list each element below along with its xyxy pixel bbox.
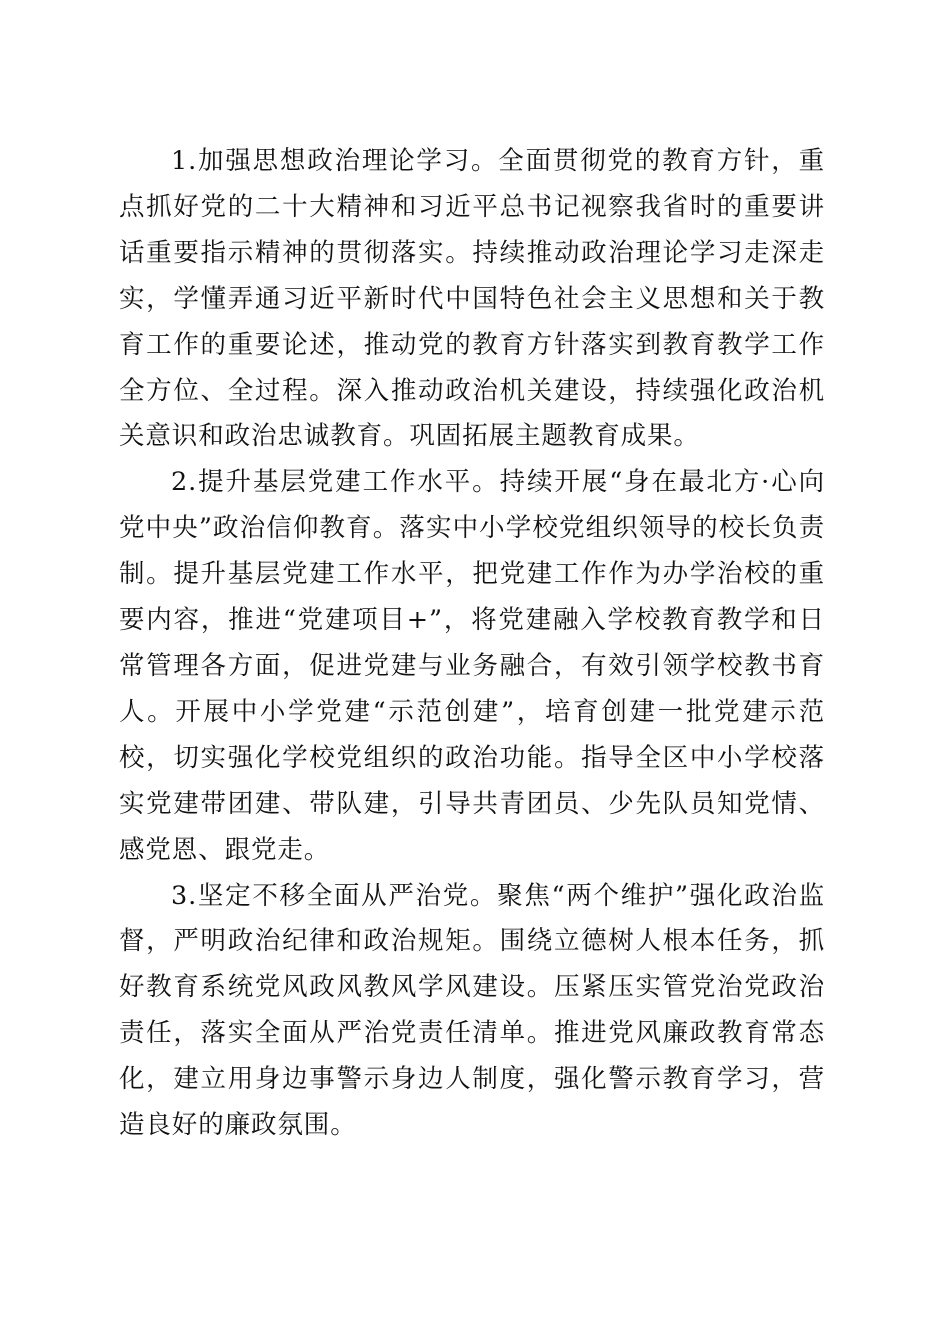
- paragraph-2: 2.提升基层党建工作水平。持续开展“身在最北方·心向党中央”政治信仰教育。落实中小学校党组织领导的校长负责制。提升基层党建工作水平，把党建工作作为办学治校的重要内容，推进“党建项目+”，将党建融入学校教育教学和日常管理各方面，促进党建与业务融合，有效引领学校教书育人。开展中小学党建“示范创建”，培育创建一批党建示范校，切实强化学校党组织的政治功能。指导全区中小学校落实党建带团建、带队建，引导共青团员、少先队员知党情、感党恩、跟党走。: [119, 467, 825, 865]
- paragraph-3: 3.坚定不移全面从严治党。聚焦“两个维护”强化政治监督，严明政治纪律和政治规矩。围绕立德树人根本任务，抓好教育系统党风政风教风学风建设。压紧压实管党治党政治责任，落实全面从严治党责任清单。推进党风廉政教育常态化，建立用身边事警示身边人制度，强化警示教育学习，营造良好的廉政氛围。: [119, 880, 825, 1141]
- document-body: [119, 139, 825, 1149]
- paragraph-1: 1.加强思想政治理论学习。全面贯彻党的教育方针，重点抓好党的二十大精神和习近平总书记视察我省时的重要讲话重要指示精神的贯彻落实。持续推动政治理论学习走深走实，学懂弄通习近平新时代中国特色社会主义思想和关于教育工作的重要论述，推动党的教育方针落实到教育教学工作全方位、全过程。深入推动政治机关建设，持续强化政治机关意识和政治忠诚教育。巩固拓展主题教育成果。: [119, 146, 825, 452]
